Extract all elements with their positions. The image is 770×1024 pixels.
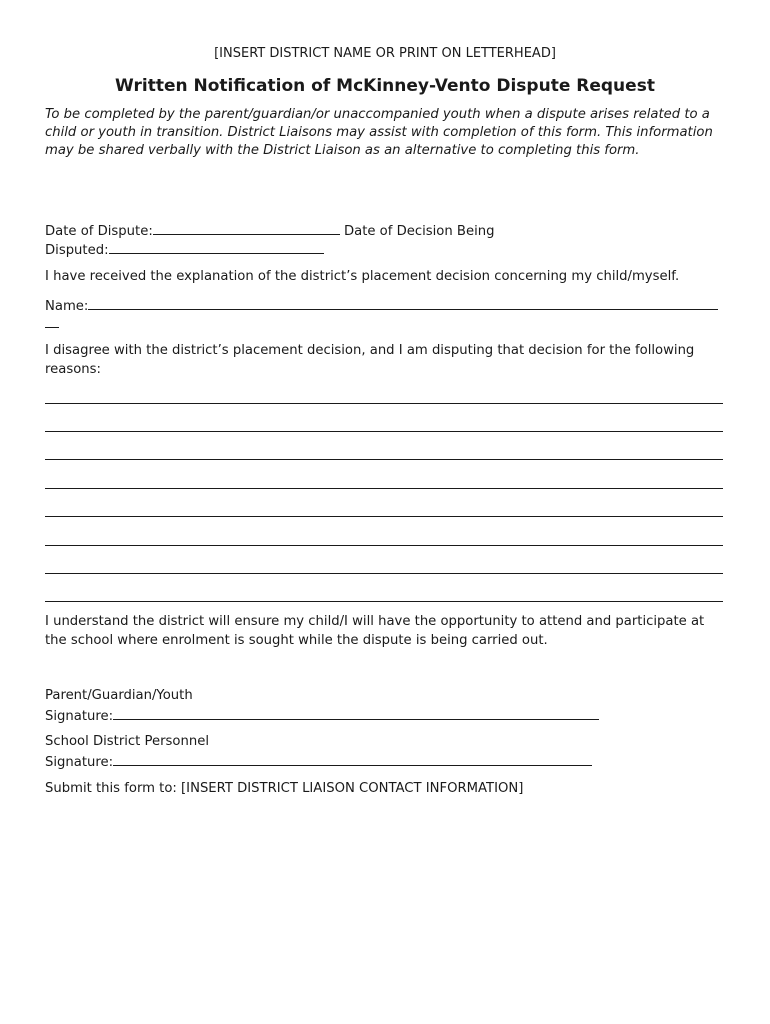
parent-signature-label-2: Signature: xyxy=(45,709,114,724)
letterhead-placeholder: [INSERT DISTRICT NAME OR PRINT ON LETTERHEAD] xyxy=(214,46,556,61)
reason-line-1[interactable] xyxy=(45,403,723,404)
understand-statement: I understand the district will ensure my child/I will have the opportunity to attend and participate at the school where enrolment is sought while the dispute is being carried out. xyxy=(45,614,709,648)
reason-line-3[interactable] xyxy=(45,459,723,460)
reason-line-5[interactable] xyxy=(45,516,723,517)
date-of-dispute-label: Date of Dispute: xyxy=(45,224,153,239)
parent-signature-row xyxy=(45,706,725,727)
school-signature-label: School District Personnel xyxy=(45,734,209,749)
school-signature-label-2: Signature: xyxy=(45,755,114,770)
form-title: Written Notification of McKinney-Vento Dispute Request xyxy=(115,76,655,96)
reason-line-4[interactable] xyxy=(45,488,723,489)
date-of-dispute-field[interactable] xyxy=(153,221,340,235)
submit-statement: Submit this form to: [INSERT DISTRICT LIAISON CONTACT INFORMATION] xyxy=(45,781,524,796)
name-field-continuation xyxy=(45,314,725,335)
school-signature-row xyxy=(45,752,725,773)
disagree-statement: I disagree with the district’s placement decision, and I am disputing that decision for the following reasons: xyxy=(45,343,699,377)
reason-line-7[interactable] xyxy=(45,573,723,574)
name-label: Name: xyxy=(45,299,89,314)
date-of-decision-label: Date of Decision Being xyxy=(343,224,495,239)
form-instructions: To be completed by the parent/guardian/or unaccompanied youth when a dispute arises related to a child or youth in transition. District Liaisons may assist with completion of this form. This information may be shared verbally with the District Liaison as an alternative to completing this form. xyxy=(45,107,713,159)
date-of-decision-field[interactable] xyxy=(109,240,324,254)
explanation-statement: I have received the explanation of the district’s placement decision concerning my child/myself. xyxy=(45,269,680,284)
name-field[interactable] xyxy=(88,296,718,310)
school-signature-field[interactable] xyxy=(113,752,592,766)
date-disputed-label: Disputed: xyxy=(45,243,109,258)
reason-line-2[interactable] xyxy=(45,431,723,432)
reason-line-6[interactable] xyxy=(45,545,723,546)
parent-signature-field[interactable] xyxy=(113,706,599,720)
name-field-overflow[interactable] xyxy=(45,314,59,328)
reason-line-8[interactable] xyxy=(45,601,723,602)
date-disputed-row xyxy=(45,240,725,261)
date-of-dispute-row xyxy=(45,221,725,242)
parent-signature-label: Parent/Guardian/Youth xyxy=(45,688,193,703)
